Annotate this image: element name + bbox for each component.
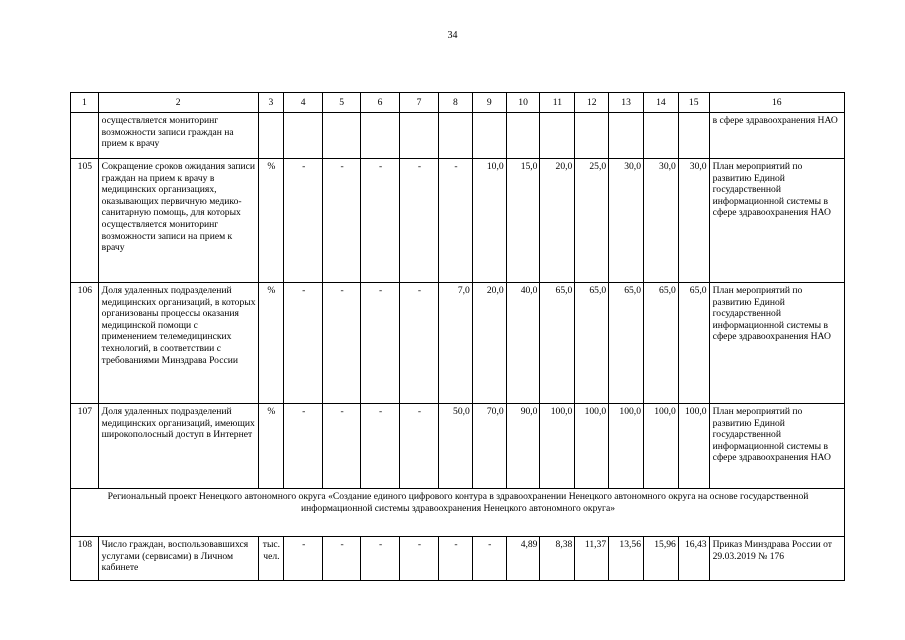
value-cell: 30,0 (644, 159, 679, 283)
value-cell: 30,0 (609, 159, 644, 283)
row-number: 107 (71, 404, 99, 489)
value-cell: 65,0 (678, 283, 709, 404)
value-cell: - (284, 159, 323, 283)
value-cell: 25,0 (575, 159, 609, 283)
section-row (71, 489, 845, 537)
value-cell: - (400, 537, 439, 581)
value-cell: 50,0 (439, 404, 473, 489)
value-cell: 10,0 (472, 159, 506, 283)
header-cell: 2 (98, 93, 258, 113)
source-document: План мероприятий по развитию Единой государственной информационной системы в сфере здравоохранения НАО (709, 283, 844, 404)
value-cell: 20,0 (540, 159, 575, 283)
value-cell: - (400, 283, 439, 404)
value-cell: 20,0 (472, 283, 506, 404)
header-cell: 13 (609, 93, 644, 113)
value-cell: - (472, 537, 506, 581)
value-cell: - (439, 537, 473, 581)
value-cell: 4,89 (506, 537, 540, 581)
value-cell: 65,0 (540, 283, 575, 404)
indicator-name: Сокращение сроков ожидания записи граждан на прием к врачу в медицинских организациях, оказывающих первичную медико-санитарную помощь, для которых осуществляется мониторинг возможности записи на прием к врачу (98, 159, 258, 283)
value-cell: 15,96 (644, 537, 679, 581)
header-cell: 11 (540, 93, 575, 113)
value-cell: 30,0 (678, 159, 709, 283)
value-cell: - (323, 404, 361, 489)
unit: тыс. чел. (258, 537, 284, 581)
indicators-table (70, 92, 845, 581)
table-row (71, 283, 845, 404)
value-cell: - (323, 283, 361, 404)
header-cell: 6 (361, 93, 400, 113)
value-cell: - (400, 404, 439, 489)
row-number: 105 (71, 159, 99, 283)
value-cell: 70,0 (472, 404, 506, 489)
header-cell: 5 (323, 93, 361, 113)
table-row (71, 159, 845, 283)
value-cell: - (400, 159, 439, 283)
value-cell: - (361, 159, 400, 283)
indicator-name: Доля удаленных подразделений медицинских организаций, имеющих широкополосный доступ в Интернет (98, 404, 258, 489)
value-cell: 65,0 (575, 283, 609, 404)
unit: % (258, 283, 284, 404)
row-number: 108 (71, 537, 99, 581)
value-cell: - (361, 404, 400, 489)
table-row (71, 404, 845, 489)
value-cell: 11,37 (575, 537, 609, 581)
value-cell: - (361, 537, 400, 581)
value-cell: - (361, 283, 400, 404)
header-cell: 8 (439, 93, 473, 113)
value-cell: 100,0 (678, 404, 709, 489)
header-cell: 12 (575, 93, 609, 113)
unit: % (258, 159, 284, 283)
value-cell: - (284, 404, 323, 489)
value-cell: 100,0 (609, 404, 644, 489)
value-cell: 8,38 (540, 537, 575, 581)
value-cell: 100,0 (644, 404, 679, 489)
source-document: План мероприятий по развитию Единой государственной информационной системы в сфере здравоохранения НАО (709, 159, 844, 283)
value-cell: - (284, 537, 323, 581)
header-row (71, 93, 845, 113)
header-cell: 7 (400, 93, 439, 113)
source-document: План мероприятий по развитию Единой государственной информационной системы в сфере здравоохранения НАО (709, 404, 844, 489)
value-cell: - (439, 159, 473, 283)
unit: % (258, 404, 284, 489)
source-document: в сфере здравоохранения НАО (709, 113, 844, 159)
value-cell: 15,0 (506, 159, 540, 283)
source-document: Приказ Минздрава России от 29.03.2019 № 176 (709, 537, 844, 581)
header-cell: 9 (472, 93, 506, 113)
header-cell: 4 (284, 93, 323, 113)
value-cell: 90,0 (506, 404, 540, 489)
value-cell: 65,0 (644, 283, 679, 404)
header-cell: 3 (258, 93, 284, 113)
row-number: 106 (71, 283, 99, 404)
value-cell: 100,0 (575, 404, 609, 489)
value-cell: - (323, 537, 361, 581)
value-cell: 16,43 (678, 537, 709, 581)
header-cell: 14 (644, 93, 679, 113)
indicator-name: осуществляется мониторинг возможности записи граждан на прием к врачу (98, 113, 258, 159)
indicator-name: Число граждан, воспользовавшихся услугами (сервисами) в Личном кабинете (98, 537, 258, 581)
page-number: 34 (447, 30, 458, 41)
value-cell: 65,0 (609, 283, 644, 404)
header-cell: 10 (506, 93, 540, 113)
continuation-row (71, 113, 845, 159)
header-cell: 15 (678, 93, 709, 113)
value-cell: - (284, 283, 323, 404)
value-cell: 40,0 (506, 283, 540, 404)
value-cell: 100,0 (540, 404, 575, 489)
value-cell: 7,0 (439, 283, 473, 404)
header-cell: 16 (709, 93, 844, 113)
section-title: Региональный проект Ненецкого автономного округа «Создание единого цифрового контура в здравоохранении Ненецкого автономного округа на основе государственной информационной системы здравоохранения Ненецкого автономного округа» (71, 489, 845, 537)
header-cell: 1 (71, 93, 99, 113)
value-cell: - (323, 159, 361, 283)
indicator-name: Доля удаленных подразделений медицинских организаций, в которых организованы процессы оказания медицинской помощи с применением телемедицинских технологий, в соответствии с требованиями Минздрава России (98, 283, 258, 404)
value-cell: 13,56 (609, 537, 644, 581)
table-row (71, 537, 845, 581)
